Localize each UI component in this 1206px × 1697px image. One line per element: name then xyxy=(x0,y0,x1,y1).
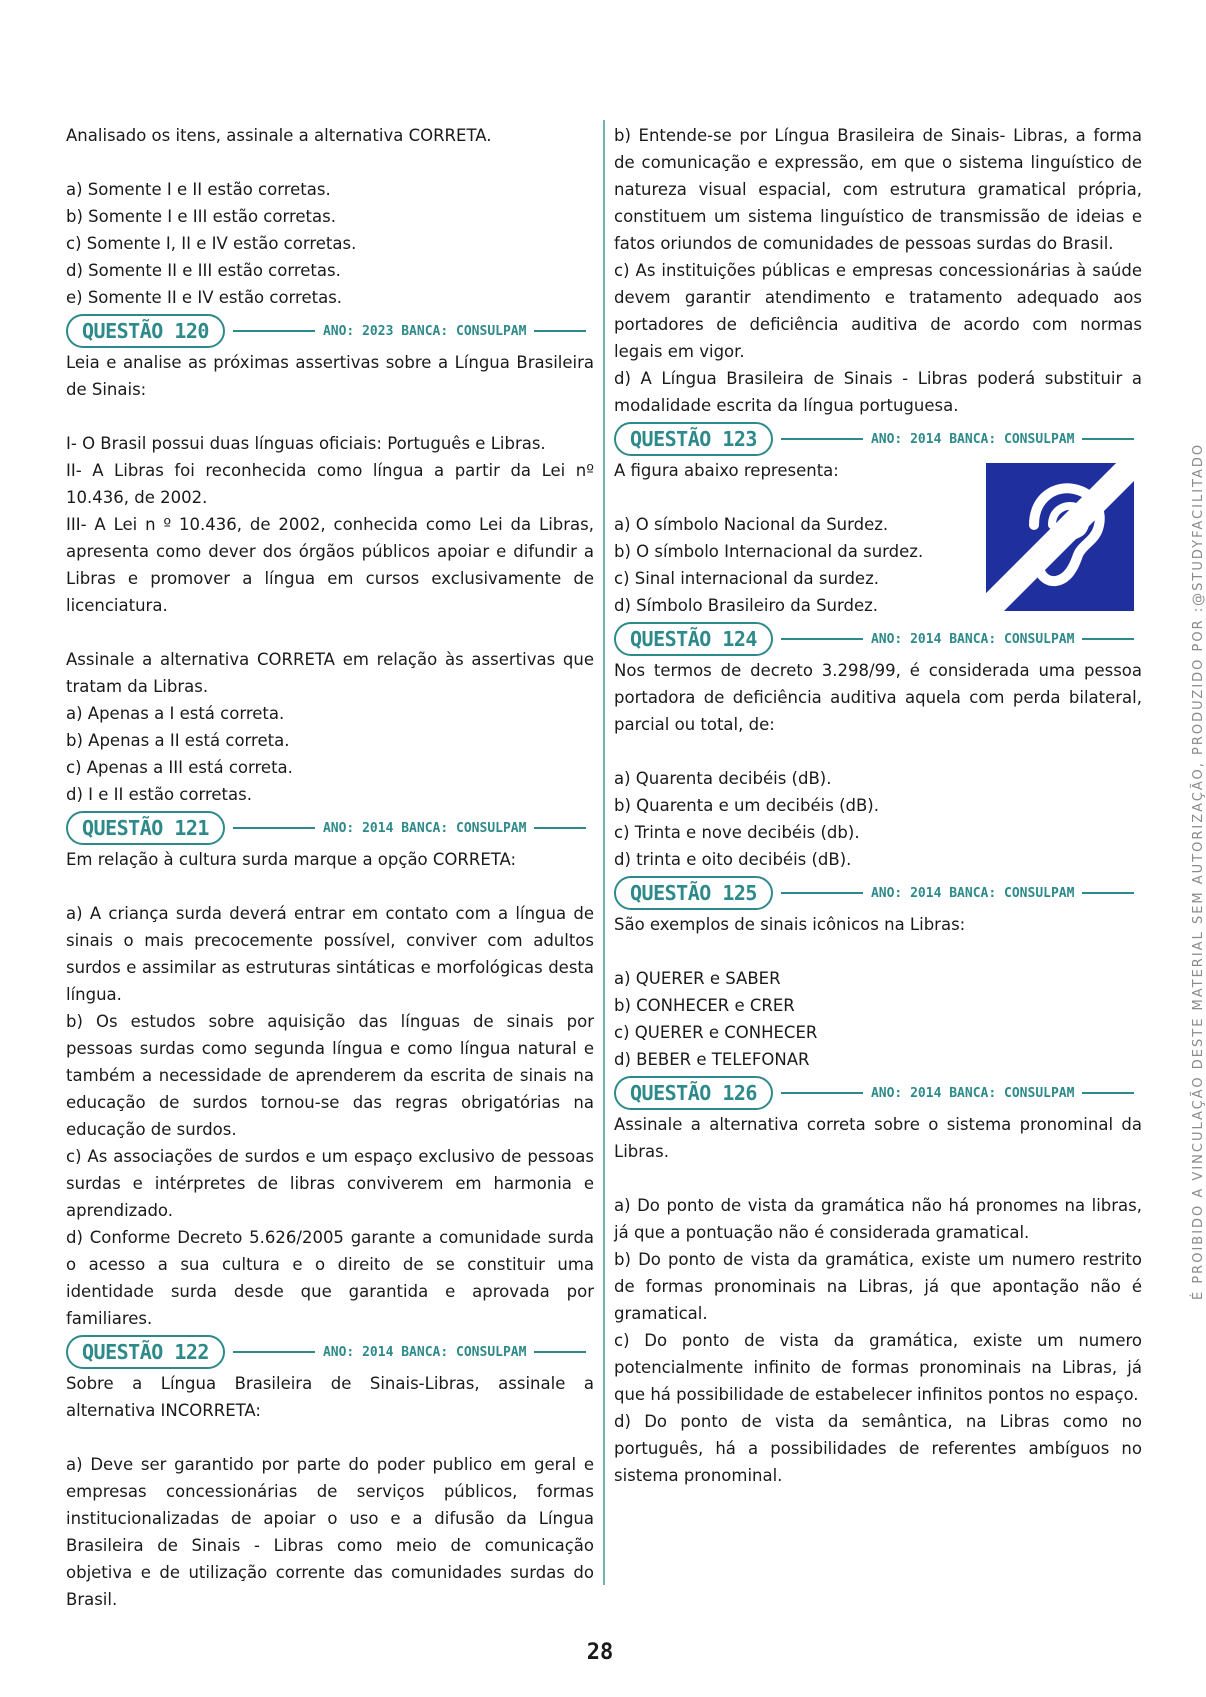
q122-option-c: c) As instituições públicas e empresas concessionárias à saúde devem garantir atendimento e tratamento adequado aos portadores de deficiência auditiva de acordo com normas legais em vigor. xyxy=(614,261,1142,361)
q124-rule-left xyxy=(781,638,863,640)
column-divider xyxy=(603,120,605,1585)
q121-option-b: b) Os estudos sobre aquisição das línguas de sinais por pessoas surdas como segunda língua e como língua natural e também a necessidade de aprenderem da escrita de sinais na educação de surdos tornou-se das regras obrigatórias na educação de surdos. xyxy=(66,1012,594,1139)
q125-option-b: b) CONHECER e CRER xyxy=(614,996,795,1015)
q123-option-b: b) O símbolo Internacional da surdez. xyxy=(614,542,924,561)
q121-option-c: c) As associações de surdos e um espaço exclusivo de pessoas surdas e intérpretes de libras conviverem em harmonia e aprendizado. xyxy=(66,1147,594,1220)
q120-rule-left xyxy=(233,330,315,332)
q125-rule-right xyxy=(1082,892,1134,894)
q120-option-a: a) Apenas a I está correta. xyxy=(66,704,285,723)
q124-rule-right xyxy=(1082,638,1134,640)
q125-label: QUESTÃO 125 xyxy=(614,876,773,910)
q120-label: QUESTÃO 120 xyxy=(66,314,225,348)
q120-option-d: d) I e II estão corretas. xyxy=(66,785,252,804)
q125-option-a: a) QUERER e SABER xyxy=(614,969,781,988)
q120-option-c: c) Apenas a III está correta. xyxy=(66,758,293,777)
q122-option-b: b) Entende-se por Língua Brasileira de Sinais- Libras, a forma de comunicação e expressão, em que o sistema linguístico de natureza visual espacial, com estrutura gramatical própria, constituem um sistema linguístico de transmissão de ideias e fatos oriundos de comunidades de pessoas surdas do Brasil. xyxy=(614,126,1142,253)
q123-option-d: d) Símbolo Brasileiro da Surdez. xyxy=(614,596,879,615)
q126-rule-right xyxy=(1082,1092,1134,1094)
q124-option-a: a) Quarenta decibéis (dB). xyxy=(614,769,832,788)
q119-option-a: a) Somente I e II estão corretas. xyxy=(66,180,331,199)
q120-meta: ANO: 2023 BANCA: CONSULPAM xyxy=(322,323,527,339)
q121-header xyxy=(66,810,594,846)
q121-option-a: a) A criança surda deverá entrar em contato com a língua de sinais o mais precocemente possível, conviver com adultos surdos e assimilar as estruturas sintáticas e morfológicas desta língua. xyxy=(66,904,594,1004)
q124-meta: ANO: 2014 BANCA: CONSULPAM xyxy=(870,631,1075,647)
q121-meta: ANO: 2014 BANCA: CONSULPAM xyxy=(322,820,527,836)
q126-option-d: d) Do ponto de vista da semântica, na Libras como no português, há a possibilidades de referentes ambíguos no sistema pronominal. xyxy=(614,1412,1142,1485)
q126-meta: ANO: 2014 BANCA: CONSULPAM xyxy=(870,1085,1075,1101)
q122-header xyxy=(66,1334,594,1370)
q121-option-d: d) Conforme Decreto 5.626/2005 garante a comunidade surda o acesso a sua cultura e o direito de se constituir uma identidade surda desde que garantida e aprovada por familiares. xyxy=(66,1228,594,1328)
q123-label: QUESTÃO 123 xyxy=(614,422,773,456)
q121-label: QUESTÃO 121 xyxy=(66,811,225,845)
q125-option-d: d) BEBER e TELEFONAR xyxy=(614,1050,810,1069)
q124-stem: Nos termos de decreto 3.298/99, é considerada uma pessoa portadora de deficiência auditiva aquela com perda bilateral, parcial ou total, de: xyxy=(614,661,1142,734)
deaf-ear-symbol-icon xyxy=(986,463,1134,611)
q119-option-b: b) Somente I e III estão corretas. xyxy=(66,207,336,226)
q126-option-a: a) Do ponto de vista da gramática não há pronomes na libras, já que a pontuação não é considerada gramatical. xyxy=(614,1196,1142,1242)
q120-item-1: I- O Brasil possui duas línguas oficiais: Português e Libras. xyxy=(66,434,546,453)
q123-option-c: c) Sinal internacional da surdez. xyxy=(614,569,879,588)
q124-option-c: c) Trinta e nove decibéis (db). xyxy=(614,823,860,842)
q119-option-c: c) Somente I, II e IV estão corretas. xyxy=(66,234,357,253)
q123-header xyxy=(614,421,1142,457)
q119-intro: Analisado os itens, assinale a alternativa CORRETA. xyxy=(66,126,492,145)
q124-header xyxy=(614,621,1142,657)
q123-stem: A figura abaixo representa: xyxy=(614,461,839,480)
q126-rule-left xyxy=(781,1092,863,1094)
q120-option-b: b) Apenas a II está correta. xyxy=(66,731,290,750)
q123-body xyxy=(614,457,1142,619)
q122-rule-left xyxy=(233,1351,315,1353)
q120-header xyxy=(66,313,594,349)
q121-rule-left xyxy=(233,827,315,829)
q126-header xyxy=(614,1075,1142,1111)
q124-label: QUESTÃO 124 xyxy=(614,622,773,656)
q120-rule-right xyxy=(534,330,586,332)
q125-header xyxy=(614,875,1142,911)
q125-option-c: c) QUERER e CONHECER xyxy=(614,1023,818,1042)
q120-item-3: III- A Lei n º 10.436, de 2002, conhecida como Lei da Libras, apresenta como dever dos órgãos públicos apoiar e difundir a Libras e promover a língua em cursos exclusivamente de licenciatura. xyxy=(66,515,594,615)
q126-option-c: c) Do ponto de vista da gramática, existe um numero potencialmente infinito de formas pronominais na Libras, já que há possibilidade de estabelecer infinitos pontos no espaço. xyxy=(614,1331,1142,1404)
q122-rule-right xyxy=(534,1351,586,1353)
copyright-watermark: É PROIBIDO A VINCULAÇÃO DESTE MATERIAL SEM AUTORIZAÇÃO, PRODUZIDO POR :@STUDYFACILITADO xyxy=(1191,442,1206,1300)
q125-rule-left xyxy=(781,892,863,894)
q123-rule-right xyxy=(1082,438,1134,440)
q122-stem: Sobre a Língua Brasileira de Sinais-Libras, assinale a alternativa INCORRETA: xyxy=(66,1374,594,1420)
left-column xyxy=(66,122,594,1613)
q121-rule-right xyxy=(534,827,586,829)
q119-option-d: d) Somente II e III estão corretas. xyxy=(66,261,341,280)
q120-stem: Leia e analise as próximas assertivas sobre a Língua Brasileira de Sinais: xyxy=(66,353,594,399)
q125-stem: São exemplos de sinais icônicos na Libras: xyxy=(614,915,966,934)
q123-rule-left xyxy=(781,438,863,440)
q122-label: QUESTÃO 122 xyxy=(66,1335,225,1369)
q122-option-a: a) Deve ser garantido por parte do poder publico em geral e empresas concessionárias de serviços públicos, formas institucionalizadas de apoiar o uso e a difusão da Língua Brasileira de Sinais - Libras como meio de comunicação objetiva e de utilização corrente das comunidades surdas do Brasil. xyxy=(66,1455,594,1609)
right-column xyxy=(614,122,1142,1489)
q119-option-e: e) Somente II e IV estão corretas. xyxy=(66,288,343,307)
q122-meta: ANO: 2014 BANCA: CONSULPAM xyxy=(322,1344,527,1360)
q121-stem: Em relação à cultura surda marque a opção CORRETA: xyxy=(66,850,517,869)
q124-option-d: d) trinta e oito decibéis (dB). xyxy=(614,850,852,869)
q124-option-b: b) Quarenta e um decibéis (dB). xyxy=(614,796,879,815)
q122-option-d: d) A Língua Brasileira de Sinais - Libras poderá substituir a modalidade escrita da língua portuguesa. xyxy=(614,369,1142,415)
q123-option-a: a) O símbolo Nacional da Surdez. xyxy=(614,515,889,534)
q126-stem: Assinale a alternativa correta sobre o sistema pronominal da Libras. xyxy=(614,1115,1142,1161)
q125-meta: ANO: 2014 BANCA: CONSULPAM xyxy=(870,885,1075,901)
q120-prompt: Assinale a alternativa CORRETA em relação às assertivas que tratam da Libras. xyxy=(66,650,594,696)
page-number: 28 xyxy=(586,1640,614,1665)
q126-option-b: b) Do ponto de vista da gramática, existe um numero restrito de formas pronominais na Libras, já que apontação não é gramatical. xyxy=(614,1250,1142,1323)
q123-meta: ANO: 2014 BANCA: CONSULPAM xyxy=(870,431,1075,447)
q120-item-2: II- A Libras foi reconhecida como língua a partir da Lei nº 10.436, de 2002. xyxy=(66,461,594,507)
q126-label: QUESTÃO 126 xyxy=(614,1076,773,1110)
